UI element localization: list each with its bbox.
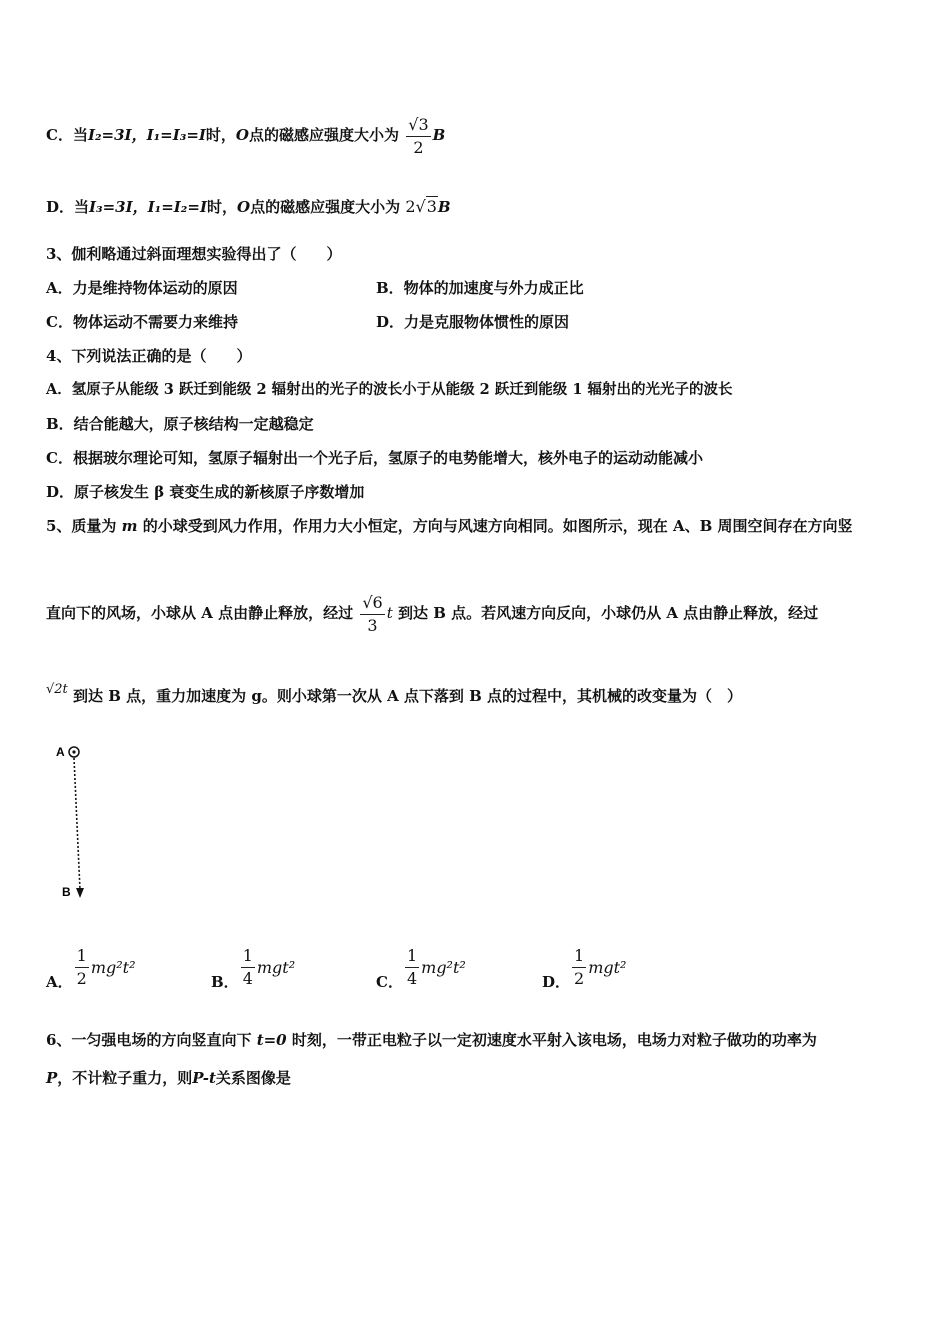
text: 当	[74, 198, 90, 216]
condition: I₂=3I，I₁=I₃=I	[87, 126, 206, 144]
q5-option-b	[211, 945, 295, 990]
denominator: 2	[413, 137, 424, 157]
text: 到达 B 点，重力加速度为 g。则小球第一次从 A 点下落到 B 点的过程中，其机械的改变量为（ ）	[73, 687, 743, 705]
q5-option-d	[542, 945, 626, 990]
q5-line-3	[46, 682, 743, 708]
q5-line-2	[46, 578, 818, 648]
q2-option-c	[46, 100, 445, 170]
point-o: O	[236, 198, 251, 216]
q5-option-c	[376, 945, 466, 990]
q6-line-1	[46, 1030, 817, 1050]
q5-option-a	[46, 945, 136, 990]
p-t-symbol: P-t	[192, 1069, 216, 1087]
denominator: 2	[76, 969, 87, 988]
option-label: D．	[46, 198, 75, 216]
denominator: 2	[574, 969, 585, 988]
mass-symbol: m	[121, 517, 138, 535]
option-label: A．	[46, 973, 73, 991]
power-symbol: P	[46, 1069, 58, 1087]
denominator: 4	[406, 969, 418, 988]
text: 6、一匀强电场的方向竖直向下	[46, 1031, 252, 1049]
numerator: √6	[360, 592, 384, 615]
arrow-down-icon	[76, 888, 84, 898]
fraction	[405, 945, 419, 990]
text: 点的磁感应强度大小为	[250, 198, 401, 216]
text: 当	[72, 126, 88, 144]
wind-field-figure	[50, 740, 110, 910]
fall-path	[74, 758, 80, 890]
denominator: 4	[242, 969, 253, 988]
q4-option-d: D．原子核发生 β 衰变生成的新核原子序数增加	[46, 483, 365, 501]
q3-option-d: D．力是克服物体惯性的原因	[376, 313, 570, 331]
text: 时，	[206, 198, 237, 216]
q3-stem: 3、伽利略通过斜面理想实验得出了（ ）	[46, 245, 342, 263]
fraction	[406, 114, 430, 159]
numerator: 1	[75, 945, 89, 968]
radical-time: √2t	[46, 682, 68, 697]
option-label: C．	[46, 126, 73, 144]
coefficient: 2	[405, 197, 416, 216]
q4-option-c: C．根据玻尔理论可知，氢原子辐射出一个光子后，氢原子的电势能增大，核外电子的运动动能减小	[46, 449, 703, 467]
option-label: B．	[211, 973, 239, 991]
point-o: O	[235, 126, 249, 144]
text: 时，	[205, 126, 236, 144]
text: 到达 B 点。若风速方向反向，小球仍从 A 点由静止释放，经过	[397, 604, 819, 622]
numerator: 1	[241, 945, 255, 968]
point-a-label: A	[56, 745, 65, 759]
q3-option-c: C．物体运动不需要力来维持	[46, 313, 238, 331]
fraction	[241, 945, 255, 990]
expression: mgt²	[256, 958, 296, 977]
q5-line-1	[46, 516, 853, 536]
q4-option-a: A．氢原子从能级 3 跃迁到能级 2 辐射出的光子的波长小于从能级 2 跃迁到能级 1 辐射出的光光子的波长	[46, 381, 733, 398]
text: 直向下的风场，小球从 A 点由静止释放，经过	[46, 604, 354, 622]
option-label: D．	[542, 973, 571, 991]
point-b-label: B	[62, 885, 71, 899]
q3-option-a: A．力是维持物体运动的原因	[46, 279, 238, 297]
time-zero: t=0	[256, 1031, 287, 1049]
q4-option-b: B．结合能越大，原子核结构一定越稳定	[46, 415, 314, 433]
q2-option-d	[46, 197, 451, 217]
q4-stem: 4、下列说法正确的是（ ）	[46, 347, 252, 365]
numerator: √3	[406, 114, 430, 137]
expression: mgt²	[588, 958, 627, 977]
expression: mg²t²	[90, 958, 136, 977]
text: 5、质量为	[46, 517, 117, 535]
text: 时刻，一带正电粒子以一定初速度水平射入该电场，电场力对粒子做功的功率为	[291, 1031, 817, 1049]
fraction	[572, 945, 586, 990]
unit: B	[432, 126, 446, 144]
fraction	[75, 945, 89, 990]
numerator: 1	[572, 945, 586, 968]
q6-line-2	[46, 1068, 291, 1088]
option-label: C．	[376, 973, 403, 991]
expression: mg²t²	[421, 958, 466, 977]
text: 关系图像是	[215, 1069, 291, 1087]
fraction	[360, 592, 384, 637]
radical-expression: 2√3	[405, 197, 437, 216]
condition: I₃=3I，I₁=I₂=I	[89, 198, 207, 216]
denominator: 3	[367, 615, 378, 635]
numerator: 1	[405, 945, 419, 968]
unit: B	[437, 198, 451, 216]
text: 的小球受到风力作用，作用力大小恒定，方向与风速方向相同。如图所示，现在 A、B 周围空间存在方向竖	[142, 517, 853, 535]
text: 点的磁感应强度大小为	[249, 126, 400, 144]
radicand: 3	[426, 197, 437, 216]
time-symbol: t	[386, 604, 393, 622]
ball-center	[72, 750, 75, 753]
text: ，不计粒子重力，则	[57, 1069, 193, 1087]
q3-option-b: B．物体的加速度与外力成正比	[376, 279, 584, 297]
